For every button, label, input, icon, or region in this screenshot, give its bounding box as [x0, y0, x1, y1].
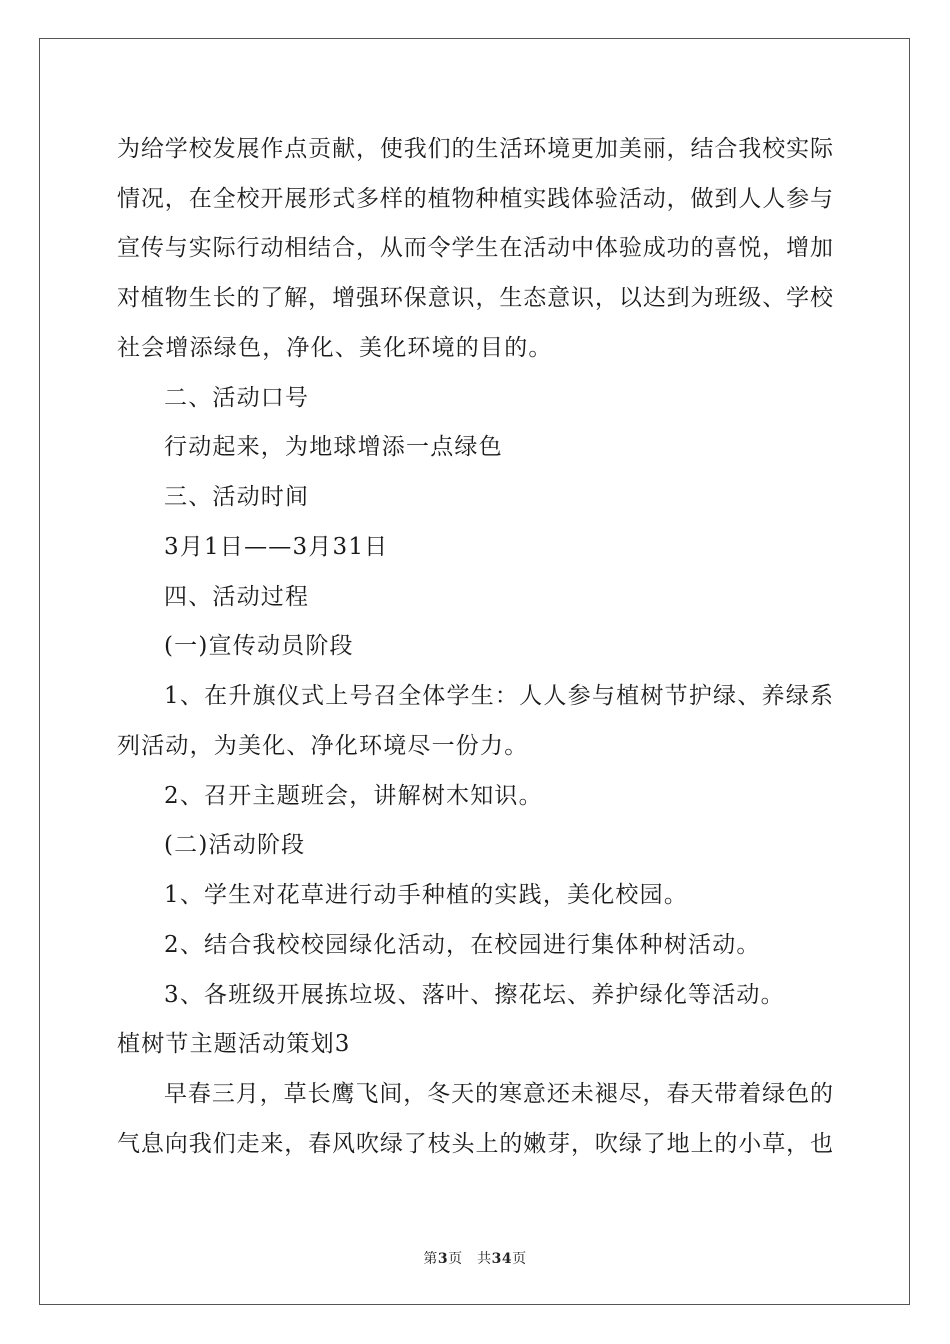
paragraph-line: 气息向我们走来，春风吹绿了枝头上的嫩芽，吹绿了地上的小草，也 [117, 1131, 833, 1157]
list-item: 2、召开主题班会，讲解树木知识。 [164, 783, 543, 809]
list-item: 1、学生对花草进行动手种植的实践，美化校园。 [164, 882, 689, 908]
paragraph-line: 情况，在全校开展形式多样的植物种植实践体验活动，做到人人参与 [117, 186, 833, 212]
paragraph-line: 对植物生长的了解，增强环保意识，生态意识，以达到为班级、学校 [117, 285, 833, 311]
subsection-heading: (二)活动阶段 [164, 832, 306, 858]
section-heading: 三、活动时间 [164, 484, 310, 510]
time-text: 3月1日——3月31日 [164, 534, 389, 560]
section-heading: 二、活动口号 [164, 385, 310, 411]
list-item: 3、各班级开展拣垃圾、落叶、擦花坛、养护绿化等活动。 [164, 982, 785, 1008]
footer-prefix: 第 [423, 1251, 438, 1267]
subsection-heading: (一)宣传动员阶段 [164, 633, 354, 659]
page-number: 3 [437, 1251, 449, 1267]
paragraph-line: 早春三月，草长鹰飞间，冬天的寒意还未褪尽，春天带着绿色的 [164, 1081, 833, 1107]
footer-suffix: 页 [512, 1251, 527, 1267]
section-title: 植树节主题活动策划3 [117, 1031, 351, 1057]
paragraph-line: 宣传与实际行动相结合，从而令学生在活动中体验成功的喜悦，增加 [117, 235, 833, 261]
paragraph-line: 社会增添绿色，净化、美化环境的目的。 [117, 335, 553, 361]
list-item: 2、结合我校校园绿化活动，在校园进行集体种树活动。 [164, 932, 761, 958]
total-pages: 34 [491, 1251, 513, 1267]
slogan-text: 行动起来，为地球增添一点绿色 [164, 434, 503, 460]
list-item-continuation: 列活动，为美化、净化环境尽一份力。 [117, 733, 529, 759]
page-footer [0, 1248, 950, 1268]
paragraph-line: 为给学校发展作点贡献，使我们的生活环境更加美丽，结合我校实际 [117, 136, 833, 162]
list-item: 1、在升旗仪式上号召全体学生：人人参与植树节护绿、养绿系 [164, 683, 833, 709]
footer-mid: 页 共 [448, 1251, 492, 1267]
section-heading: 四、活动过程 [164, 584, 310, 610]
